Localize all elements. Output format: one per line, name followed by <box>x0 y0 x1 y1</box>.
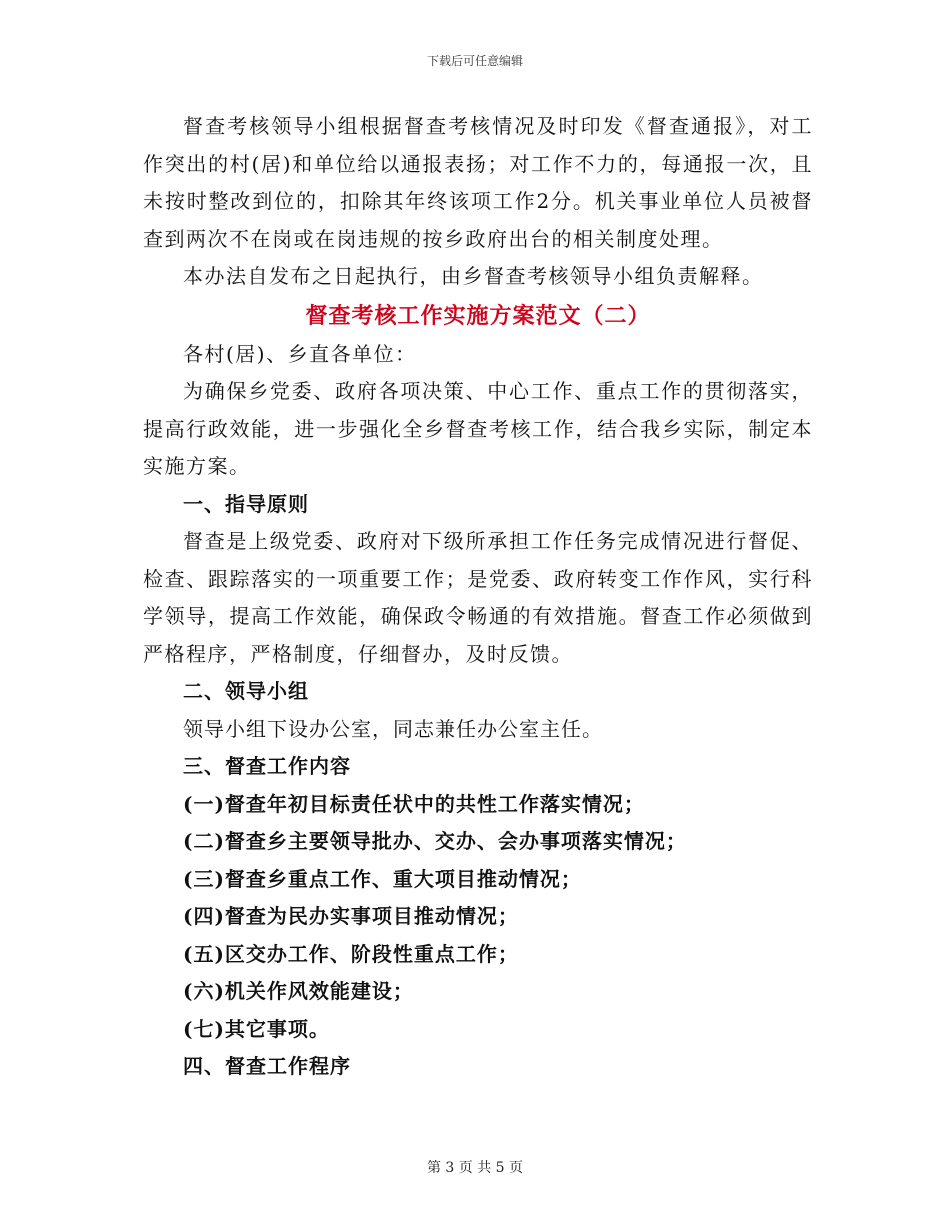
list-item: (三)督查乡重点工作、重大项目推动情况； <box>183 866 582 891</box>
paragraph-principles: 督查是上级党委、政府对下级所承担工作任务完成情况进行督促、检查、跟踪落实的一项重要工作；是党委、政府转变工作作风，实行科学领导，提高工作效能，确保政令畅通的有效措施。督查工作必须做到严格程序，严格制度，仔细督办，及时反馈。 <box>143 529 813 666</box>
section-title: 督查考核工作实施方案范文（二） <box>305 302 651 329</box>
paragraph-leadership: 领导小组下设办公室，同志兼任办公室主任。 <box>183 716 603 741</box>
list-item: (七)其它事项。 <box>183 1016 330 1041</box>
list-item: (五)区交办工作、阶段性重点工作； <box>183 941 519 966</box>
list-item: (六)机关作风效能建设； <box>183 979 414 1003</box>
list-item: (四)督查为民办实事项目推动情况； <box>183 904 519 928</box>
document-body <box>143 108 813 1086</box>
heading-guiding-principles: 一、指导原则 <box>183 491 309 516</box>
page-header-note: 下载后可任意编辑 <box>426 54 523 68</box>
paragraph-effective: 本办法自发布之日起执行，由乡督查考核领导小组负责解释。 <box>183 264 764 288</box>
list-item: (一)督查年初目标责任状中的共性工作落实情况； <box>183 791 645 816</box>
paragraph-purpose: 为确保乡党委、政府各项决策、中心工作、重点工作的贯彻落实，提高行政效能，进一步强化全乡督查考核工作，结合我乡实际，制定本实施方案。 <box>143 379 813 478</box>
salutation: 各村(居)、乡直各单位： <box>183 341 417 366</box>
heading-work-content: 三、督查工作内容 <box>183 754 351 778</box>
heading-leadership-group: 二、领导小组 <box>183 679 309 703</box>
paragraph-report: 督查考核领导小组根据督查考核情况及时印发《督查通报》，对工作突出的村(居)和单位给以通报表扬；对工作不力的，每通报一次，且未按时整改到位的，扣除其年终该项工作2分。机关事业单位人员被督查到两次不在岗或在岗违规的按乡政府出台的相关制度处理。 <box>143 114 813 251</box>
page-number: 第 3 页 共 5 页 <box>426 1160 524 1176</box>
heading-work-procedure: 四、督查工作程序 <box>183 1054 351 1078</box>
list-item: (二)督查乡主要领导批办、交办、会办事项落实情况； <box>183 829 687 853</box>
